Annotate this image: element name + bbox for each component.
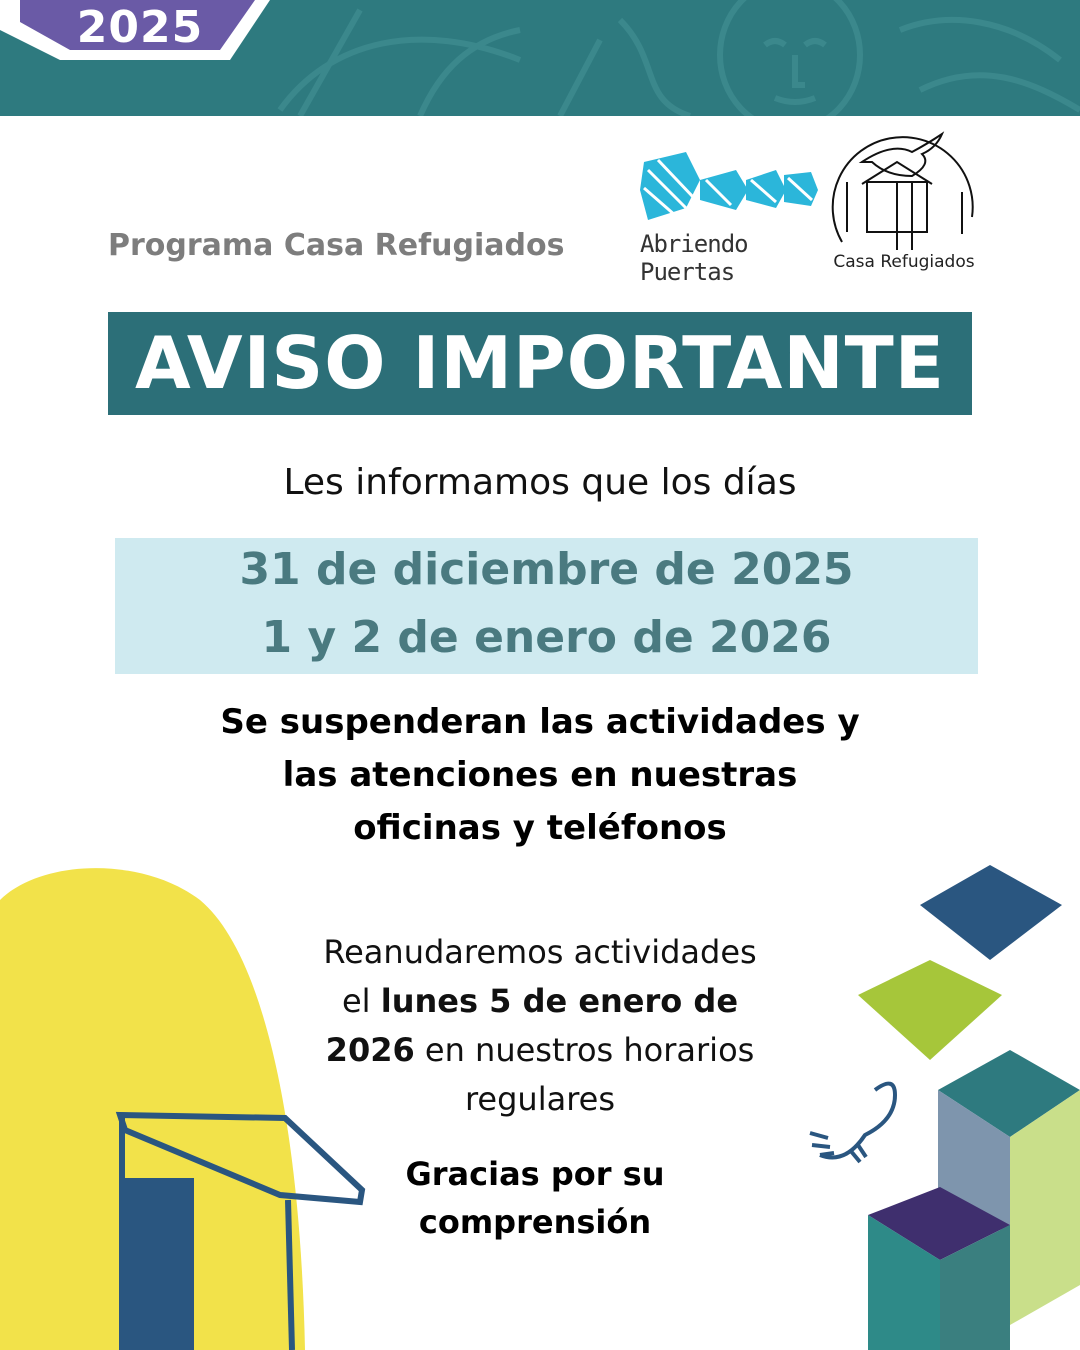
intro-text: Les informamos que los días [283,462,797,503]
thanks-line-1: Gracias por su [405,1155,665,1193]
abriendo-puertas-wordmark: Abriendo Puertas [640,230,748,286]
notice-title: AVISO IMPORTANTE [135,321,945,405]
program-label: Programa Casa Refugiados [108,228,565,263]
suspension-notice [180,696,900,855]
resume-notice [290,928,790,1124]
thanks-line-2: comprensión [418,1203,652,1241]
resume-date-bold: lunes 5 de enero de [380,982,739,1020]
date-line-1: 31 de diciembre de 2025 [239,544,854,595]
casa-refugiados-logo [822,122,978,272]
suspension-line-1: Se suspenderan las actividades y [220,702,860,742]
year-label: 2025 [76,2,204,53]
resume-text-1: Reanudaremos actividades [323,933,757,971]
suspension-line-2: las atenciones en nuestras [282,755,798,795]
casa-refugiados-wordmark: Casa Refugiados [833,252,975,272]
geometric-blocks-illustration [800,865,1080,1350]
resume-text-3: en nuestros horarios [414,1031,755,1069]
suspension-line-3: oficinas y teléfonos [353,808,727,848]
resume-text-2: el [341,982,381,1020]
date-line-2: 1 y 2 de enero de 2026 [261,612,832,663]
resume-text-4: regulares [464,1080,616,1118]
thanks-message [330,1150,740,1246]
resume-year-bold: 2026 [325,1031,415,1069]
dove-icon [810,1084,895,1162]
